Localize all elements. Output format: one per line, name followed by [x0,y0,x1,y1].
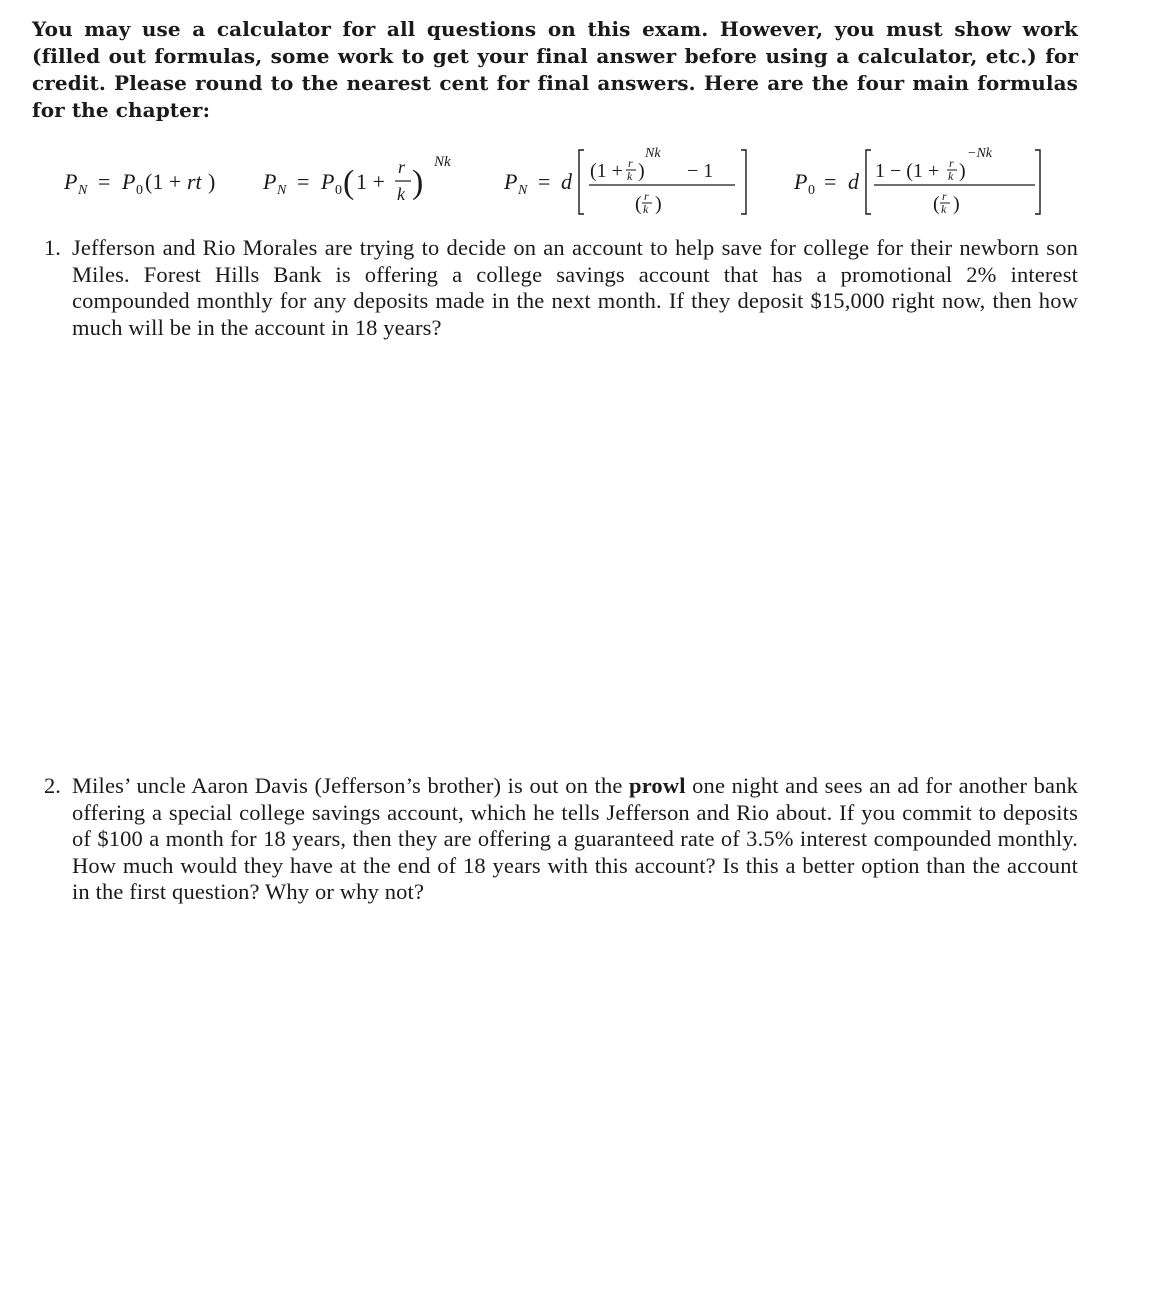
svg-text:P: P [64,169,78,194]
answer-space-1[interactable] [44,350,1078,760]
svg-text:−Nk: −Nk [967,146,992,161]
svg-text:r: r [942,189,947,203]
question-text: Jefferson and Rio Morales are trying to decide on an account to help save for college for their newborn son Miles. Forest Hills Bank is offering a college savings account that has a promotional 2% interest compounded monthly for any deposits made in the next month. If they deposit $15,000 right now, then how much will be in the account in 18 years? [72,235,1078,340]
formula-row [60,140,1060,220]
svg-text:N: N [518,183,528,198]
formula-compound-interest [262,154,451,204]
svg-text:=: = [824,169,837,194]
svg-text:1 − (1 +: 1 − (1 + [875,160,940,182]
question-text-part: one night and sees an ad for another bank offering a special college savings account, which he tells Jefferson and Rio about. If you commit to deposits of $100 a month for 18 years, then they are offering a guaranteed rate of 3.5% interest compounded monthly. How much would they have at the end of 18 years with this account? Is this a better option than the account in the first question? Why or why not? [72,773,1078,904]
svg-text:): ) [655,193,662,215]
exam-instructions: You may use a calculator for all questions on this exam. However, you must show work (filled out formulas, some work to get your final answer before using a calculator, etc.) for credit. Please round to the nearest cent for final answers. Here are the four main formulas for the chapter: [32,17,1078,122]
svg-text:P: P [504,169,518,194]
formula-savings-annuity [503,146,746,216]
svg-text:=: = [297,169,310,194]
svg-text:k: k [948,169,954,183]
question-1 [44,235,1078,341]
svg-text:0: 0 [136,183,143,198]
svg-text:(: ( [933,193,940,215]
svg-text:Nk: Nk [645,146,661,161]
svg-text:r: r [398,157,406,177]
svg-text:P: P [794,169,808,194]
svg-text:P: P [263,169,277,194]
svg-text:0: 0 [808,183,815,198]
question-text-part: Miles’ uncle Aaron Davis (Jefferson’s brother) is out on the [72,773,630,798]
svg-text:=: = [98,169,111,194]
svg-text:=: = [538,169,551,194]
svg-text:): ) [953,193,960,215]
svg-text:r: r [628,156,633,170]
svg-text:d: d [848,169,859,194]
svg-text:): ) [959,160,966,182]
svg-text:1 +: 1 + [356,169,385,194]
svg-text:− 1: − 1 [687,160,714,182]
svg-text:(: ( [635,193,642,215]
svg-text:): ) [412,164,424,201]
svg-text:r: r [949,156,954,170]
svg-text:0: 0 [335,183,342,198]
svg-text:(: ( [343,164,355,201]
svg-text:k: k [397,184,405,204]
question-text [72,773,1078,906]
question-number: 1. [44,235,61,260]
svg-text:N: N [277,183,287,198]
svg-text:): ) [208,169,216,194]
svg-text:N: N [78,183,88,198]
svg-text:): ) [638,160,645,182]
svg-text:k: k [643,202,649,216]
emphasized-word: prowl [629,773,686,798]
question-number: 2. [44,773,61,798]
svg-text:(1 +: (1 + [145,169,182,194]
svg-text:(1 +: (1 + [590,160,623,182]
formula-simple-interest [63,169,215,198]
svg-text:P: P [321,169,335,194]
svg-text:rt: rt [187,169,202,194]
svg-text:P: P [122,169,136,194]
svg-text:k: k [941,202,947,216]
answer-space-2[interactable] [44,915,1078,1275]
exponent-nk: Nk [434,154,451,170]
svg-text:d: d [561,169,572,194]
svg-text:r: r [644,189,649,203]
svg-text:k: k [627,169,633,183]
question-2 [44,773,1078,906]
formula-payout-annuity [793,146,1040,216]
